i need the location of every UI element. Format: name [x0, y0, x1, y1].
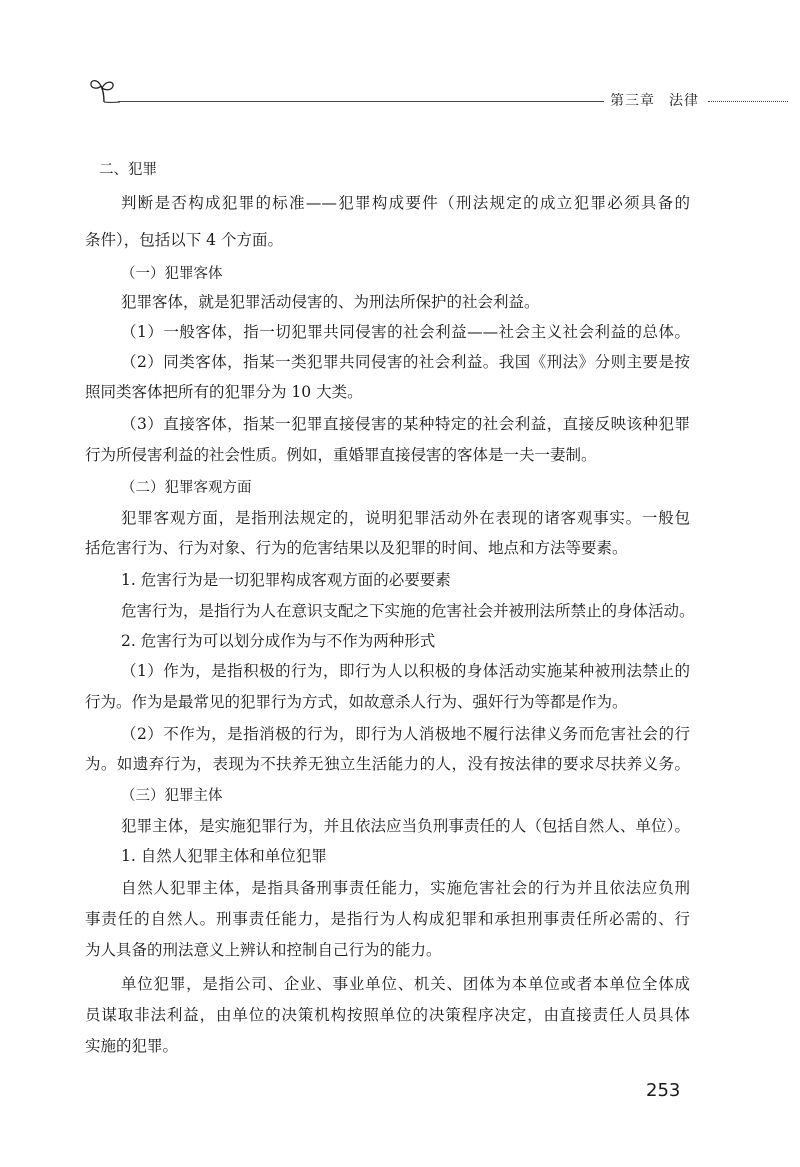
- sprout-icon: [88, 72, 122, 106]
- paragraph-line: 单位犯罪，是指公司、企业、事业单位、机关、团体为本单位或者本单位全体成: [121, 975, 690, 993]
- intro-line: 判断是否构成犯罪的标准——犯罪构成要件（刑法规定的成立犯罪必须具备的: [121, 194, 690, 212]
- paragraph-line: （3）直接客体，指某一犯罪直接侵害的某种特定的社会利益，直接反映该种犯罪: [121, 415, 690, 433]
- paragraph-line: （1）作为，是指积极的行为，即行为人以积极的身体活动实施某种被刑法禁止的: [121, 662, 690, 680]
- point-heading: 2. 危害行为可以划分成作为与不作为两种形式: [121, 632, 436, 650]
- chapter-title: 法律: [669, 93, 699, 109]
- paragraph-line: 犯罪主体，是实施犯罪行为，并且依法应当负刑事责任的人（包括自然人、单位）。: [121, 817, 690, 835]
- paragraph-line: 犯罪客观方面，是指刑法规定的，说明犯罪活动外在表现的诸客观事实。一般包: [121, 509, 690, 527]
- paragraph-line: 事责任的自然人。刑事责任能力，是指行为人构成犯罪和承担刑事责任所必需的、行: [85, 910, 690, 928]
- point-heading: 1. 自然人犯罪主体和单位犯罪: [121, 847, 327, 865]
- subsection-heading: （一）犯罪客体: [121, 266, 223, 282]
- subsection-heading: （二）犯罪客观方面: [121, 480, 252, 496]
- page-number: 253: [646, 1080, 681, 1101]
- paragraph-line: （2）同类客体，指某一类犯罪共同侵害的社会利益。我国《刑法》分则主要是按: [121, 353, 690, 371]
- point-heading: 1. 危害行为是一切犯罪构成客观方面的必要要素: [121, 571, 451, 589]
- intro-line: 条件），包括以下 4 个方面。: [85, 231, 283, 249]
- paragraph-line: 照同类客体把所有的犯罪分为 10 大类。: [85, 383, 363, 401]
- paragraph-line: 犯罪客体，就是犯罪活动侵害的、为刑法所保护的社会利益。: [121, 293, 540, 311]
- paragraph-line: 括危害行为、行为对象、行为的危害结果以及犯罪的时间、地点和方法等要素。: [85, 539, 628, 557]
- paragraph-line: 危害行为，是指行为人在意识支配之下实施的危害社会并被刑法所禁止的身体活动。: [121, 602, 695, 620]
- paragraph-line: 员谋取非法利益，由单位的决策机构按照单位的决策程序决定，由直接责任人员具体: [85, 1006, 690, 1024]
- paragraph-line: （1）一般客体，指一切犯罪共同侵害的社会利益——社会主义社会利益的总体。: [121, 323, 690, 341]
- running-header: [88, 72, 788, 112]
- chapter-number: 第三章: [610, 93, 655, 109]
- paragraph-line: 行为。作为是最常见的犯罪行为方式，如故意杀人行为、强奸行为等都是作为。: [85, 693, 628, 711]
- paragraph-line: 行为所侵害利益的社会性质。例如，重婚罪直接侵害的客体是一夫一妻制。: [85, 446, 597, 464]
- paragraph-line: （2）不作为，是指消极的行为，即行为人消极地不履行法律义务而危害社会的行: [121, 725, 690, 743]
- paragraph-line: 实施的犯罪。: [85, 1037, 179, 1055]
- paragraph-line: 为人具备的刑法意义上辨认和控制自己行为的能力。: [85, 941, 442, 959]
- paragraph-line: 自然人犯罪主体，是指具备刑事责任能力，实施危害社会的行为并且依法应负刑: [121, 879, 690, 897]
- paragraph-line: 为。如遗弃行为，表现为不扶养无独立生活能力的人，没有按法律的要求尽扶养义务。: [85, 755, 690, 773]
- header-rule-right: [708, 101, 788, 102]
- subsection-heading: （三）犯罪主体: [121, 788, 223, 804]
- section-heading: 二、犯罪: [99, 162, 157, 178]
- header-rule: [118, 101, 604, 102]
- chapter-label: [610, 90, 699, 110]
